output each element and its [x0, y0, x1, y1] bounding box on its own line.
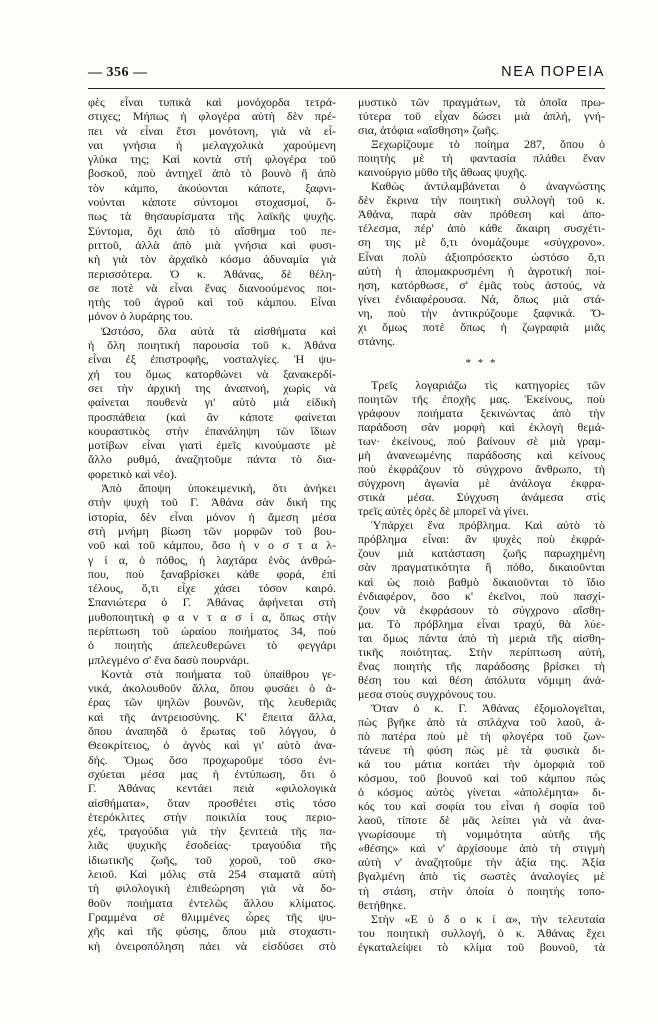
text-line: τικῆς ποιότητας. Στὴν περίπτωση αὐτή,: [358, 644, 605, 659]
text-line: πως τὰ θησαυρίσματα τῆς λαϊκῆς ψυχῆς.: [88, 209, 336, 224]
text-line: παράδοση σὰν μορφὴ καὶ ἐκλογὴ θεμά-: [358, 419, 605, 434]
text-line: των· ἐκείνους, ποὺ βαίνουν σὲ μιὰ γραμ-: [358, 434, 605, 449]
text-line: θοῦν ποιήματα ἐντελῶς ἄλλου κλίματος.: [88, 895, 336, 910]
text-line: θέση του καὶ θέση ἀπόλυτα νόμιμη ἀνά-: [358, 672, 605, 687]
text-line: λαοῦ, τίποτε δὲ μᾶς λείπει γιὰ νὰ ἀνα-: [358, 813, 605, 828]
text-line: κὴ ὀνειροπόληση πάει νὰ εἰσδύσει στὸ: [88, 938, 336, 953]
text-line: γ ί α, ὁ πόθος, ἡ λαχτάρα ἑνὸς ἀνθρώ-: [88, 552, 336, 567]
text-line: ητὴς τοῦ ἀγροῦ καὶ τοῦ κάμπου. Εἶναι: [88, 295, 336, 310]
text-line: περισσότερα. Ὁ κ. Ἀθάνας, δὲ θέλη-: [88, 266, 336, 281]
text-line: Καθὼς ἀντιλαμβάνεται ὁ ἀναγνώστης: [371, 179, 605, 194]
text-line: ὅπου ἀναπηδᾶ ὁ ἔρωτας τοῦ λόγγου, ὁ: [88, 724, 336, 739]
text-line: κὴ γιὰ τὸν ἀρχαϊκὸ κόσμο ἀδυναμία γιὰ: [88, 252, 336, 267]
text-line: ἑτερόκλιτες στὴν ποικιλία τους περιο-: [88, 809, 336, 824]
text-line: στικὰ μέσα. Σύγχυση ἀνάμεσα στὶς: [358, 490, 605, 505]
text-line: μεσα στοὺς συγχρόνους του.: [358, 686, 497, 701]
text-line: Ἀθάνα, παρὰ σὰν πρόθεση καὶ ἀπο-: [358, 207, 605, 222]
text-line: ται ὅμως πάντα ἀπὸ τὴ μεριὰ τῆς αἰσθη-: [358, 630, 605, 645]
text-line: ἐγκαταλείψει τὸ κλίμα τοῦ βουνοῦ, τὰ: [358, 939, 605, 954]
text-line: πὸ πατέρα ποὺ μὲ τὴ φλογέρα τοῦ ζων-: [358, 729, 605, 744]
text-line: λιᾶς ψυχικῆς ἐσοδείας· τραγούδια τῆς: [88, 838, 336, 853]
text-line: μπλεγμένο σ' ἕνα δασὺ πουρνάρι.: [88, 652, 250, 667]
left-column: [88, 95, 336, 953]
text-line: σχύεται μέσα μας ἡ ἐντύπωση, ὅτι ὁ: [88, 766, 336, 781]
paragraph: [88, 667, 336, 953]
text-line: τὴ στάση, στὴν ὁποία ὁ ποιητὴς τοπο-: [358, 883, 605, 898]
text-line: Ὡστόσο, ὅλα αὐτὰ τὰ αἰσθήματα καὶ: [101, 323, 336, 338]
text-line: κόσμου, τοῦ βουνοῦ καὶ τοῦ κάμπου πὼς: [358, 771, 605, 786]
text-line: νικά, ἀκολουθοῦν ἄλλα, ὅπου φυσάει ὁ ἀ-: [88, 681, 336, 696]
text-line: χι ὅμως ποτὲ ὅπως ἡ ζωγραφιὰ μιᾶς: [358, 319, 605, 334]
paragraph: [88, 324, 336, 481]
text-line: τέλεσμα, πέρ' ἀπὸ κάθε ἄκαιρη συσχέτι-: [358, 221, 605, 236]
text-line: κός του καὶ σοφία του εἶναι ἡ σοφία τοῦ: [358, 799, 605, 814]
text-line: ναι γνήσια ἡ μελαγχολικὰ χαρούμενη: [88, 137, 336, 152]
paragraph: [358, 701, 605, 912]
text-line: ηση, κατόρθωσε, σ' ἐμᾶς τοὺς ἀστούς, νὰ: [358, 277, 605, 292]
text-line: χές, τραγούδια γιὰ τὴν ξενιτειὰ τῆς πα-: [88, 824, 336, 839]
paragraph: [358, 518, 605, 701]
text-line: Ὅταν ὁ κ. Γ. Ἀθάνας ἐξομολογεῖται,: [371, 700, 605, 715]
text-line: μυθοποιητικὴ φ α ν τ α σ ί α, ὅπως στὴν: [88, 609, 336, 624]
text-line: αὐτὴ ν' ἀναζητοῦμε τὴν ἀξία της. Ἀξία: [358, 855, 605, 870]
text-line: Ξεχωρίζουμε τὸ ποίημα 287, ὅπου ὁ: [371, 137, 605, 152]
text-line: ποιητῶν τῆς ἐποχῆς μας. Ἐκείνους, ποὺ: [358, 391, 605, 406]
text-line: μοτίβων εἶναι γιατὶ ἐμεῖς κινούμαστε μὲ: [88, 438, 336, 453]
right-column: [358, 95, 605, 954]
text-line: σει τὴν ἀρχική της ἀναπνοή, χωρὶς νὰ: [88, 380, 336, 395]
text-line: πρόβλημα εἶναι: ἂν ψυχὲς ποὺ ἐκφρά-: [358, 532, 605, 547]
text-line: φὲς εἶναι τυπικὰ καὶ μονόχορδα τετρά-: [88, 95, 336, 109]
text-line: Στὴν «Ε ὐ δ ο κ ί α», τὴν τελευταία: [371, 911, 605, 926]
text-line: αἰσθήματα», ὅταν προσθέτει στὶς τόσο: [88, 795, 336, 810]
text-line: φορετικὸ καὶ νέο).: [88, 466, 177, 481]
text-line: Τρεῖς λογαριάζω τὶς κατηγορίες τῶν: [371, 377, 605, 392]
text-line: θετήθηκε.: [358, 897, 406, 912]
text-line: που, ποὺ ξαναβρίσκει κάθε φορά, ἐπὶ: [88, 566, 336, 581]
text-line: τὴ φιλολογικὴ ἐπιθεώρηση γιὰ νὰ δο-: [88, 881, 336, 896]
text-line: τρεῖς αὐτὲς ὁρὲς δὲ μπορεῖ νὰ γίνει.: [358, 504, 529, 519]
text-line: γράφουν ποιήματα ξεκινώντας ἀπὸ τὴν: [358, 405, 605, 420]
text-line: στάνης.: [358, 333, 396, 348]
text-line: τέλους, ὅ,τι εἶχε χάσει τόσον καιρό.: [88, 581, 336, 596]
page-header: [88, 62, 605, 86]
text-line: καινούργιο μῦθο τῆς ἄθωας ψυχῆς.: [358, 165, 528, 180]
text-line: αὐτὴ ἡ ἀπομακρυσμένη ἡ ἀγροτικὴ ποί-: [358, 263, 605, 278]
text-line: μα. Τὸ πρόβλημα εἶναι τραχύ, θὰ λύε-: [358, 616, 605, 631]
text-line: βοσκοῦ, ποὺ ἀντηχεῖ ἀπὸ τὸ βουνὸ ἢ ἀπὸ: [88, 166, 336, 181]
text-line: τύτερα τοῦ εἶχαν δώσει μιὰ ἁπλή, γνή-: [358, 109, 605, 124]
section-separator: * * *: [465, 356, 498, 369]
text-line: στιχες; Μήπως ἡ φλογέρα αὐτὴ δὲν πρέ-: [88, 109, 336, 124]
paragraph: [88, 95, 336, 324]
paragraph: [358, 912, 605, 954]
text-line: Κοντὰ στὰ ποιήματα τοῦ ὑπαίθρου γε-: [101, 666, 336, 681]
text-line: φαίνεται πουθενὰ γι' αὐτὸ μιὰ εἰδικὴ: [88, 395, 336, 410]
text-line: σια, ἀτόφια «αἴσθηση» ζωῆς.: [358, 123, 499, 138]
text-line: σύγχρονη ἀγωνία μὲ ἀνάλογα ἐκφρα-: [358, 476, 605, 491]
text-line: μὴ ἀνανεωμένης παράδοσης καὶ κείνους: [358, 448, 605, 463]
paragraph: [88, 481, 336, 667]
text-line: νοῦ καὶ τοῦ κάμπου, ὅσο ἡ ν ο σ τ α λ-: [88, 538, 336, 553]
paragraph: [358, 137, 605, 179]
text-line: κουραστικὸς στὴν ἐπανάληψη τῶν ἴδιων: [88, 423, 336, 438]
text-line: στὴν ψυχὴ τοῦ Γ. Ἀθάνα σὰν δική της: [88, 495, 336, 510]
text-line: στὴ μνήμη βίωση τῶν μορφῶν τοῦ βου-: [88, 523, 336, 538]
text-line: ζουν μιὰ κατάσταση ζωῆς παρωχημένη: [358, 546, 605, 561]
text-line: ριττοῦ, ἀλλὰ ἀπὸ μιὰ γνήσια καὶ φυσι-: [88, 237, 336, 252]
text-line: Σπανιώτερα ὁ Γ. Ἀθάνας ἀφήνεται στὴ: [88, 595, 336, 610]
text-line: ζουν νὰ ἐκφράσουν τὸ σύγχρονο αἴσθη-: [358, 602, 605, 617]
text-line: καὶ τῆς ἀντρειοσύνης. Κ' ἔπειτα ἄλλα,: [88, 709, 336, 724]
text-line: σε ποτὲ νὰ εἶναι ἕνας διανοούμενος ποι-: [88, 280, 336, 295]
text-line: δής. Ὅμως ὅσο προχωροῦμε τόσο ἐνι-: [88, 752, 336, 767]
text-line: ἡ ὅλη ποιητικὴ παρουσία τοῦ κ. Ἀθάνα: [88, 338, 336, 353]
text-line: «θέσης» καὶ ν' ἀρχίσουμε ἀπὸ τὴ στιγμὴ: [358, 841, 605, 856]
text-line: ση της μὲ ὅ,τι ὀνομάζουμε «σύγχρονο».: [358, 235, 605, 250]
text-line: ποὺ ἐκφράζουν τὸ σύγχρονο ἄνθρωπο, τὴ: [358, 462, 605, 477]
text-line: τὸν κάμπο, ἀκούονται κάποτε, ξαφνι-: [88, 180, 336, 195]
text-line: Θεοκρίτειος, ὁ ἁγνὸς καὶ γι' αὐτὸ ἀνα-: [88, 738, 336, 753]
text-line: βγαλμένη ἀπὸ τὶς σωστὲς ἀναλογίες μὲ: [358, 869, 605, 884]
text-line: σὰν πραγματικότητα ἢ πόθο, δικαιοῦνται: [358, 560, 605, 575]
text-line: ἕνας ποιητὴς τῆς παράδοσης βρίσκει τὴ: [358, 658, 605, 673]
text-line: καὶ ὡς ποιὸ βαθμὸ δικαιοῦνται τὸ ἴδιο: [358, 574, 605, 589]
text-line: νούνται κάποτε σύντομοι στοχασμοί, ὅ-: [88, 195, 336, 210]
text-line: ἄλλο ρυθμό, ἀναζητοῦμε πάντα τὸ δια-: [88, 452, 336, 467]
text-line: ὁ κόσμος αὐτὸς γίνεται «ἀπολέμητα» δι-: [358, 785, 605, 800]
text-line: ἐνδιαφέρον, ὅσο κ' ἐκεῖνοι, ποὺ πασχί-: [358, 588, 605, 603]
text-line: ποιητὴς μὲ τὴ φαντασία πλάθει ἕναν: [358, 151, 605, 166]
text-line: λειοῦ. Καὶ μόλις στὰ 254 σταματᾶ αὐτὴ: [88, 867, 336, 882]
text-line: περίπτωση τοῦ ὡραίου ποιήματος 34, ποὺ: [88, 623, 336, 638]
text-line: χή του ὅμως κατορθώνει νὰ ξανακερδί-: [88, 366, 336, 381]
text-line: Γ. Ἀθάνας κεντάει πειὰ «φιλολογικὰ: [88, 781, 336, 796]
text-line: Σύντομα, ὄχι ἀπὸ τὸ αἴσθημα τοῦ πε-: [88, 223, 336, 238]
text-line: έρας τῶν ψηλῶν βουνῶν, τῆς λευθεριᾶς: [88, 695, 336, 710]
text-line: γνωρίσουμε τὴ νομιμότητα αὐτῆς τῆς: [358, 827, 605, 842]
text-line: γλύκα της; Καὶ κοντὰ στὴ φλογέρα τοῦ: [88, 152, 336, 167]
text-line: ἰδιωτικῆς ζωῆς, τοῦ χοροῦ, τοῦ σκο-: [88, 852, 336, 867]
text-line: πει νὰ εἶναι ἔτσι μονότονη, γιὰ νὰ εἶ-: [88, 123, 336, 138]
text-line: πὼς βγῆκε ἀπὸ τὰ σπλάχνα τοῦ λαοῦ, ἀ-: [358, 714, 605, 729]
text-line: μόνον ὁ λυράρης του.: [88, 309, 193, 324]
text-line: χῆς καὶ τῆς φύσης, ὅπου μιὰ στοχαστι-: [88, 924, 336, 939]
text-line: Ὑπάρχει ἕνα πρόβλημα. Καὶ αὐτὸ τὸ: [371, 518, 605, 533]
text-line: του ποιητικὴ συλλογή, ὁ κ. Ἀθάνας ἔχει: [358, 925, 605, 940]
text-line: ἱστορία, δὲν εἶναι μόνον ἡ ἄμεση μέσα: [88, 509, 336, 524]
text-line: δὲν ἔκρινα τὴν ποιητικὴ συλλογὴ τοῦ κ.: [358, 193, 605, 208]
paragraph: [358, 179, 605, 348]
text-line: Εἶναι πολὺ ἀξιοπρόσεκτο ὡστόσο ὅ,τι: [358, 249, 605, 264]
text-line: μυστικὸ τῶν πραγμάτων, τὰ ὁποῖα πρω-: [358, 95, 605, 109]
magazine-title: ΝΕΑ ΠΟΡΕΙΑ: [501, 64, 605, 80]
text-line: προσπάθεια (καὶ ἂν κάποτε φαίνεται: [88, 409, 336, 424]
text-line: γίνει ἐνδιαφέρουσα. Νά, ὅπως μιὰ στά-: [358, 291, 605, 306]
text-line: ὁ ποιητὴς ἀπελευθερώνει τὸ φεγγάρι: [88, 638, 336, 653]
text-line: κά του μάτια κοιτάει τὴν ὁμορφιὰ τοῦ: [358, 757, 605, 772]
text-line: νη, ποὺ τὴν ἀντικρύζουμε ξαφνικά. Ὄ-: [358, 305, 605, 320]
text-line: εἶναι ἐξ ἐπιστροφῆς, νοσταλγίες. Ἡ ψυ-: [88, 352, 336, 367]
text-line: Γραμμένα σὲ θλιμμένες ὧρες τῆς ψυ-: [88, 909, 336, 924]
page-number: — 356 —: [88, 65, 148, 80]
paragraph: [358, 378, 605, 518]
text-line: Ἀπὸ ἄποψη ὑποκειμενική, ὅτι ἀνήκει: [101, 481, 336, 496]
paragraph: [358, 95, 605, 137]
header-rule: [88, 88, 605, 89]
text-line: τάνευε τὴ φύση πὼς μὲ τὰ φυσικὰ δι-: [358, 743, 605, 758]
